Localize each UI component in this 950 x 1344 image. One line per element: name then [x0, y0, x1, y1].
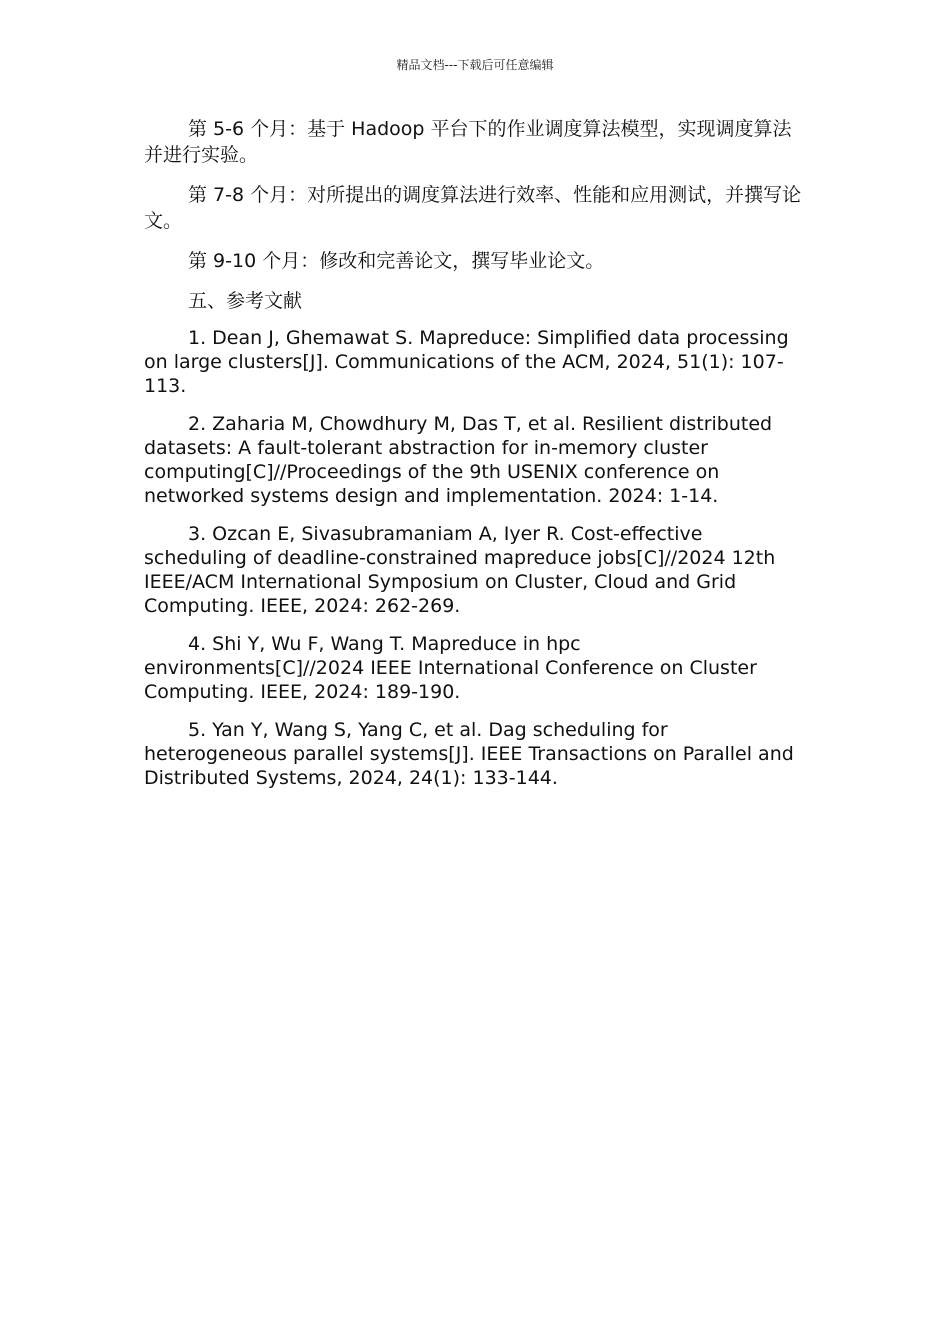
schedule-item-months-5-6: 第 5-6 个月：基于 Hadoop 平台下的作业调度算法模型，实现调度算法并进行实验。	[144, 118, 792, 166]
references-heading: 五、参考文献	[188, 290, 303, 312]
schedule-item-months-9-10: 第 9-10 个月：修改和完善论文，撰写毕业论文。	[188, 250, 605, 272]
reference-item-4: 4. Shi Y, Wu F, Wang T. Mapreduce in hpc environments[C]//2024 IEEE International Conference on Cluster Computing. IEEE, 2024: 189-190.	[144, 633, 757, 703]
schedule-item-months-7-8: 第 7-8 个月：对所提出的调度算法进行效率、性能和应用测试，并撰写论文。	[144, 184, 802, 232]
reference-item-2: 2. Zaharia M, Chowdhury M, Das T, et al. Resilient distributed datasets: A fault-tolerant abstraction for in-memory cluster computing[C]//Proceedings of the 9th USENIX conference on networked systems design and implementation. 2024: 1-14.	[144, 413, 773, 507]
reference-item-1: 1. Dean J, Ghemawat S. Mapreduce: Simplified data processing on large clusters[J]. Communications of the ACM, 2024, 51(1): 107-113.	[144, 327, 789, 397]
reference-item-3: 3. Ozcan E, Sivasubramaniam A, Iyer R. Cost-effective scheduling of deadline-constrained mapreduce jobs[C]//2024 12th IEEE/ACM International Symposium on Cluster, Cloud and Grid Computing. IEEE, 2024: 262-269.	[144, 523, 776, 617]
page-header: 精品文档---下载后可任意编辑	[396, 58, 554, 72]
reference-item-5: 5. Yan Y, Wang S, Yang C, et al. Dag scheduling for heterogeneous parallel systems[J]. IEEE Transactions on Parallel and Distributed Systems, 2024, 24(1): 133-144.	[144, 719, 794, 789]
document-body	[144, 116, 806, 804]
